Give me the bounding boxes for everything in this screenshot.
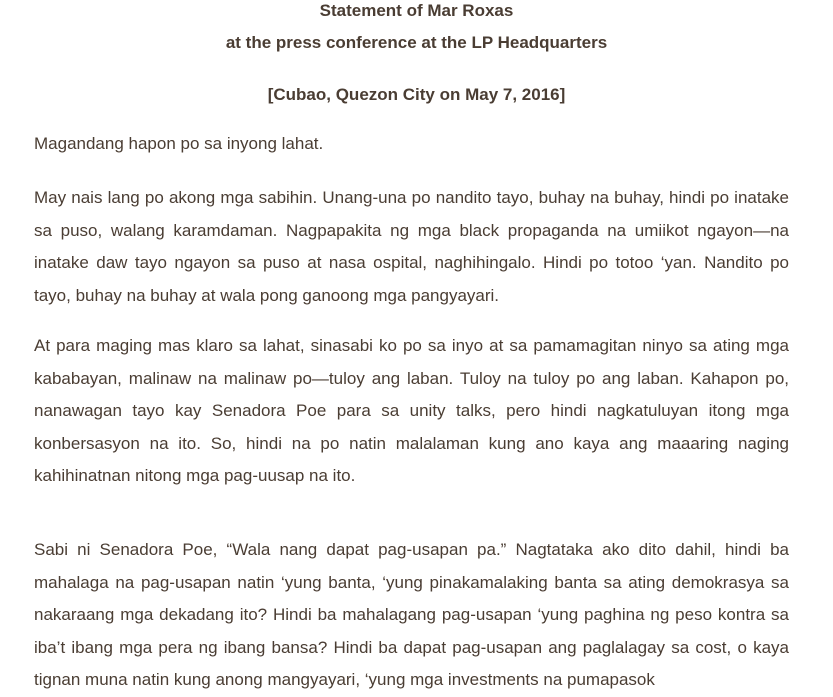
- document-title: Statement of Mar Roxas: [319, 1, 514, 20]
- paragraph-3: At para maging mas klaro sa lahat, sinasabi ko po sa inyo at sa pamamagitan ninyo sa ating mga kababayan, malinaw na malinaw po—tuloy ang laban. Tuloy na tuloy po ang laban. Kahapon po, nanawagan tayo kay Senadora Poe para sa unity talks, pero hindi nagkatuluyan itong mga konbersasyon na ito. So, hindi na po natin malalaman kung ano kaya ang maaaring naging kahihinatnan nitong mga pag-uusap na ito.: [34, 336, 789, 485]
- document-subtitle: at the press conference at the LP Headquarters: [225, 33, 608, 52]
- paragraph-4: Sabi ni Senadora Poe, “Wala nang dapat pag-usapan pa.” Nagtataka ako dito dahil, hindi ba mahalaga na pag-usapan natin ‘yung banta, ‘yung pinakamalaking banta sa ating demokrasya sa nakaraang mga dekadang ito? Hindi ba mahalagang pag-usapan ‘yung paghina ng peso kontra sa iba’t ibang mga pera ng ibang bansa? Hindi ba dapat pag-usapan ang paglalagay sa cost, o kaya tignan muna natin kung anong mangyayari, ‘yung mga investments na pumapasok: [34, 540, 789, 689]
- paragraph-2: May nais lang po akong mga sabihin. Unang-una po nandito tayo, buhay na buhay, hindi po inatake sa puso, walang karamdaman. Nagpapakita ng mga black propaganda na umiikot ngayon—na inatake daw tayo ngayon sa puso at nasa ospital, naghihingalo. Hindi po totoo ‘yan. Nandito po tayo, buhay na buhay at wala pong ganoong mga pangyayari.: [34, 188, 789, 305]
- paragraph-1: Magandang hapon po sa inyong lahat.: [34, 134, 324, 153]
- place-date: [Cubao, Quezon City on May 7, 2016]: [267, 85, 566, 104]
